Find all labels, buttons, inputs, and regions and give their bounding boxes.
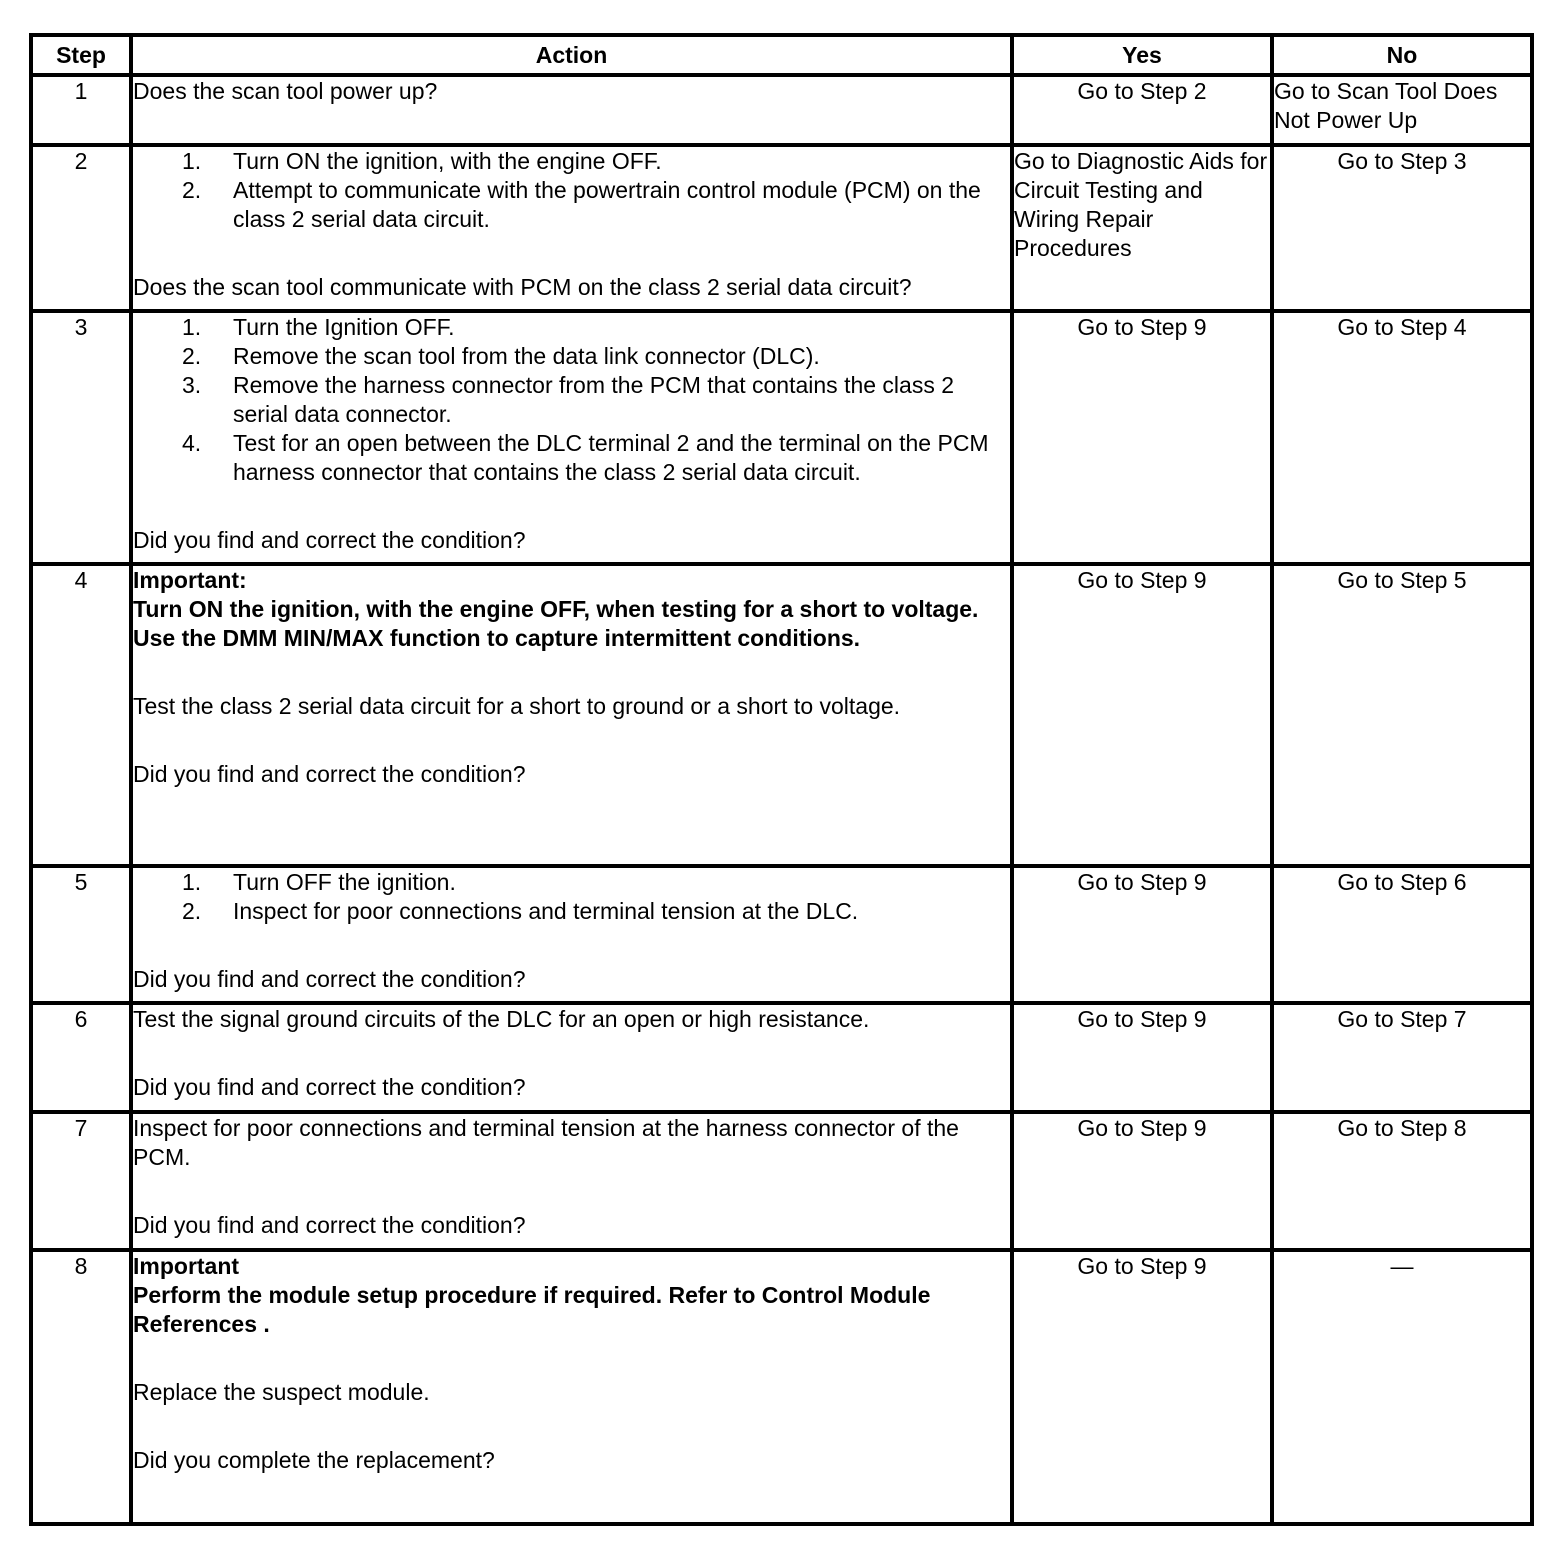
no-result: Go to Step 5 [1272, 564, 1532, 866]
no-result: Go to Step 3 [1272, 145, 1532, 311]
substep-number: 3. [182, 372, 202, 398]
table-row [31, 564, 1532, 866]
table-row [31, 1250, 1532, 1524]
action-cell [131, 1112, 1012, 1250]
step-number: 3 [31, 311, 131, 564]
list-item [133, 342, 1010, 371]
yes-result: Go to Step 9 [1012, 1250, 1272, 1524]
table-row [31, 311, 1532, 564]
diagnostic-table [29, 33, 1534, 1526]
list-item [133, 147, 1010, 176]
question-text: Did you find and correct the condition? [133, 761, 526, 787]
no-result: Go to Step 6 [1272, 866, 1532, 1003]
action-cell [131, 564, 1012, 866]
list-item [133, 313, 1010, 342]
list-item [133, 429, 1010, 487]
action-cell [131, 866, 1012, 1003]
question-text: Did you find and correct the condition? [133, 1074, 526, 1100]
important-title: Important [133, 1253, 240, 1279]
yes-result: Go to Step 9 [1012, 1003, 1272, 1112]
question-text: Did you find and correct the condition? [133, 527, 526, 553]
step-number: 4 [31, 564, 131, 866]
no-result: Go to Step 4 [1272, 311, 1532, 564]
substep-list [133, 147, 1010, 234]
instruction-text: Inspect for poor connections and terminal tension at the harness connector of the PCM. [133, 1115, 959, 1170]
yes-result: Go to Step 2 [1012, 75, 1272, 145]
no-result: Go to Scan Tool Does Not Power Up [1272, 75, 1532, 145]
substep-text: Turn the Ignition OFF. [233, 314, 455, 340]
table-row [31, 75, 1532, 145]
substep-text: Turn OFF the ignition. [233, 869, 456, 895]
step-number: 5 [31, 866, 131, 1003]
step-number: 6 [31, 1003, 131, 1112]
list-item [133, 868, 1010, 897]
substep-number: 2. [182, 343, 202, 369]
substep-list [133, 313, 1010, 487]
question-text: Does the scan tool power up? [133, 78, 438, 104]
step-number: 1 [31, 75, 131, 145]
instruction-text: Test the signal ground circuits of the DLC for an open or high resistance. [133, 1006, 870, 1032]
substep-number: 2. [182, 177, 202, 203]
yes-result: Go to Diagnostic Aids for Circuit Testing and Wiring Repair Procedures [1012, 145, 1272, 311]
substep-number: 2. [182, 898, 202, 924]
no-result: Go to Step 7 [1272, 1003, 1532, 1112]
substep-number: 1. [182, 314, 202, 340]
instruction-text: Test the class 2 serial data circuit for a short to ground or a short to voltage. [133, 693, 901, 719]
action-cell [131, 145, 1012, 311]
action-cell [131, 311, 1012, 564]
substep-text: Turn ON the ignition, with the engine OFF. [233, 148, 662, 174]
yes-result: Go to Step 9 [1012, 311, 1272, 564]
substep-number: 1. [182, 869, 202, 895]
important-title: Important: [133, 567, 247, 593]
substep-number: 1. [182, 148, 202, 174]
action-cell [131, 75, 1012, 145]
question-text: Does the scan tool communicate with PCM on the class 2 serial data circuit? [133, 274, 912, 300]
substep-text: Remove the harness connector from the PCM that contains the class 2 serial data connector. [233, 372, 955, 427]
no-result: Go to Step 8 [1272, 1112, 1532, 1250]
table-row [31, 145, 1532, 311]
table-row [31, 1112, 1532, 1250]
no-result: — [1272, 1250, 1532, 1524]
instruction-text: Replace the suspect module. [133, 1379, 430, 1405]
list-item [133, 371, 1010, 429]
yes-result: Go to Step 9 [1012, 564, 1272, 866]
step-number: 8 [31, 1250, 131, 1524]
step-number: 7 [31, 1112, 131, 1250]
question-text: Did you complete the replacement? [133, 1447, 495, 1473]
action-cell [131, 1250, 1012, 1524]
important-text: Turn ON the ignition, with the engine OFF, when testing for a short to voltage. Use the DMM MIN/MAX function to capture intermittent conditions. [133, 596, 979, 651]
substep-text: Test for an open between the DLC terminal 2 and the terminal on the PCM harness connector that contains the class 2 serial data circuit. [233, 430, 989, 485]
action-cell [131, 1003, 1012, 1112]
table-row [31, 866, 1532, 1003]
important-text: Perform the module setup procedure if required. Refer to Control Module References . [133, 1282, 931, 1337]
yes-result: Go to Step 9 [1012, 866, 1272, 1003]
substep-text: Attempt to communicate with the powertrain control module (PCM) on the class 2 serial data circuit. [233, 177, 981, 232]
header-yes: Yes [1012, 35, 1272, 75]
header-step: Step [31, 35, 131, 75]
list-item [133, 176, 1010, 234]
substep-list [133, 868, 1010, 926]
substep-number: 4. [182, 430, 202, 456]
step-number: 2 [31, 145, 131, 311]
question-text: Did you find and correct the condition? [133, 1212, 526, 1238]
header-row [31, 35, 1532, 75]
list-item [133, 897, 1010, 926]
yes-result: Go to Step 9 [1012, 1112, 1272, 1250]
substep-text: Inspect for poor connections and terminal tension at the DLC. [233, 898, 859, 924]
header-no: No [1272, 35, 1532, 75]
question-text: Did you find and correct the condition? [133, 966, 526, 992]
header-action: Action [131, 35, 1012, 75]
table-row [31, 1003, 1532, 1112]
substep-text: Remove the scan tool from the data link connector (DLC). [233, 343, 820, 369]
